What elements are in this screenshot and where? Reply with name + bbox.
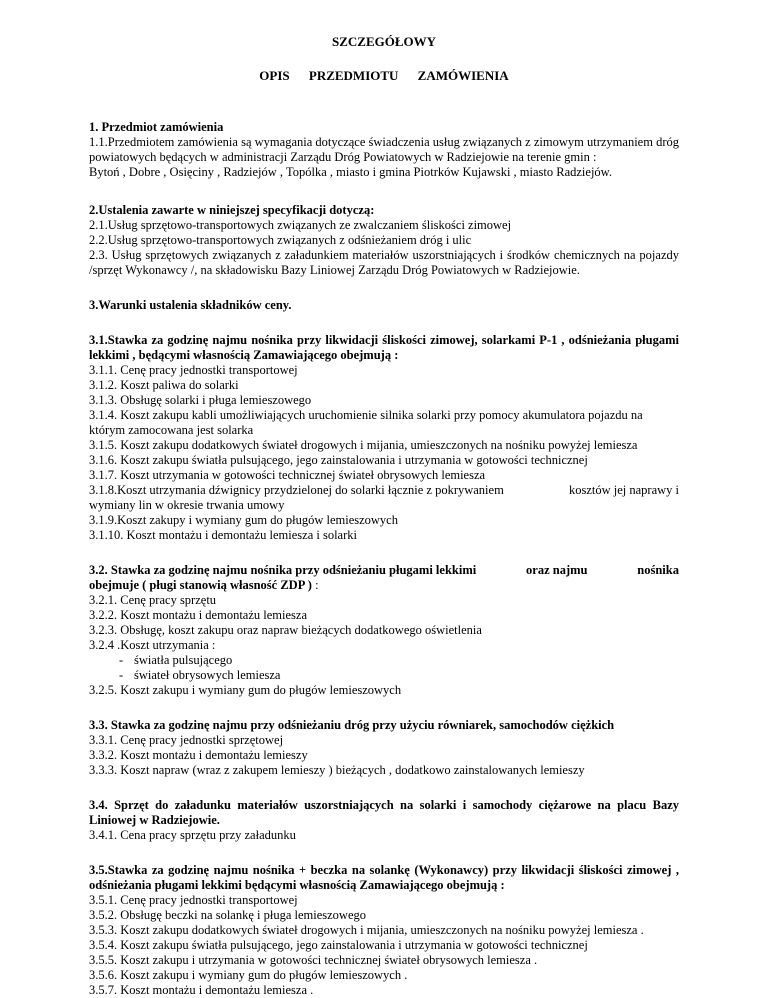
- section-2-item: 2.3. Usług sprzętowych związanych z załadunkiem materiałów uszorstniających i środków chemicznych na pojazdy /sprzęt Wykonawcy /, na składowisku Bazy Liniowej Zarządu Dróg Powiatowych w Radziejowie.: [89, 248, 679, 277]
- section-3-4-heading: 3.4. Sprzęt do załadunku materiałów uszorstniających na solarki i samochody ciężarowe na placu Bazy Liniowej w Radziejowie.: [89, 798, 679, 827]
- section-3-2-heading-mid: oraz najmu: [526, 563, 588, 577]
- section-3-5-heading: 3.5.Stawka za godzinę najmu nośnika + beczka na solankę (Wykonawcy) przy likwidacji śliskości zimowej , odśnieżania pługami lekkimi będącymi własnością Zamawiającego obejmują :: [89, 863, 679, 892]
- section-3-3-item: 3.3.3. Koszt napraw (wraz z zakupem lemieszy ) bieżących , dodatkowo zainstalowanych lemieszy: [89, 763, 585, 777]
- subitem-text: świateł obrysowych lemiesza: [134, 668, 281, 682]
- section-3-1-item-8-left: 3.1.8.Koszt utrzymania dźwignicy przydzielonej do solarki łącznie z pokrywaniem: [89, 483, 504, 497]
- section-2-item: 2.2.Usług sprzętowo-transportowych związanych z odśnieżaniem dróg i ulic: [89, 233, 472, 247]
- section-3-4-item: 3.4.1. Cena pracy sprzętu przy załadunku: [89, 828, 296, 842]
- document-body: [89, 120, 679, 998]
- section-3-3-heading: 3.3. Stawka za godzinę najmu przy odśnieżaniu dróg przy użyciu równiarek, samochodów ciężkich: [89, 718, 615, 732]
- section-3-heading: 3.Warunki ustalenia składników ceny.: [89, 298, 292, 312]
- section-3-2-item: 3.2.3. Obsługę, koszt zakupu oraz napraw bieżących dodatkowego oświetlenia: [89, 623, 482, 637]
- section-3-5-item: 3.5.7. Koszt montażu i demontażu lemiesza .: [89, 983, 314, 997]
- section-3-5-item: 3.5.1. Cenę pracy jednostki transportowej: [89, 893, 298, 907]
- section-3-5-item: 3.5.5. Koszt zakupu i utrzymania w gotowości technicznej świateł obrysowych lemiesza .: [89, 953, 538, 967]
- section-1-paragraph: 1.1.Przedmiotem zamówienia są wymagania dotyczące świadczenia usług związanych z zimowym utrzymaniem dróg powiatowych będących w administracji Zarządu Dróg Powiatowych w Radziejowie na terenie gmin :: [89, 135, 679, 164]
- section-3-2-subitem: [89, 653, 679, 668]
- section-3-2-heading-cont-colon: :: [311, 578, 319, 592]
- section-3-1-item: 3.1.6. Koszt zakupu światła pulsującego, jego zainstalowania i utrzymania w gotowości technicznej: [89, 453, 588, 467]
- section-3-2-heading: [89, 563, 679, 578]
- section-3-1-item: 3.1.7. Koszt utrzymania w gotowości technicznej świateł obrysowych lemiesza: [89, 468, 486, 482]
- section-3-5-item: 3.5.2. Obsługę beczki na solankę i pługa lemieszowego: [89, 908, 367, 922]
- section-3-1-item-8-right: kosztów jej naprawy i: [568, 483, 679, 497]
- section-3-5-item: 3.5.3. Koszt zakupu dodatkowych świateł drogowych i mijania, umieszczonych na nośniku powyżej lemiesza .: [89, 923, 644, 937]
- section-3-2-item: 3.2.2. Koszt montażu i demontażu lemiesza: [89, 608, 307, 622]
- section-2-item: 2.1.Usług sprzętowo-transportowych związanych ze zwalczaniem śliskości zimowej: [89, 218, 512, 232]
- section-1-gminy: Bytoń , Dobre , Osięciny , Radziejów , Topólka , miasto i gmina Piotrków Kujawski , miasto Radziejów.: [89, 165, 613, 179]
- section-3-1-item: 3.1.5. Koszt zakupu dodatkowych świateł drogowych i mijania, umieszczonych na nośniku powyżej lemiesza: [89, 438, 638, 452]
- section-3-1-heading: 3.1.Stawka za godzinę najmu nośnika przy likwidacji śliskości zimowej, solarkami P-1 , odśnieżania pługami lekkimi , będącymi własnością Zamawiającego obejmują :: [89, 333, 679, 362]
- section-3-3-item: 3.3.1. Cenę pracy jednostki sprzętowej: [89, 733, 284, 747]
- section-3-5-item: 3.5.4. Koszt zakupu światła pulsującego, jego zainstalowania i utrzymania w gotowości technicznej: [89, 938, 588, 952]
- section-3-1-item: 3.1.3. Obsługę solarki i pługa lemieszowego: [89, 393, 312, 407]
- section-3-2-item: 3.2.4 .Koszt utrzymania :: [89, 638, 216, 652]
- section-3-2-subitem: [89, 668, 679, 683]
- section-3-1-item: 3.1.2. Koszt paliwa do solarki: [89, 378, 239, 392]
- section-3-2-item: 3.2.5. Koszt zakupu i wymiany gum do pługów lemieszowych: [89, 683, 402, 697]
- section-3-1-item: 3.1.1. Cenę pracy jednostki transportowej: [89, 363, 298, 377]
- section-2-heading: 2.Ustalenia zawarte w niniejszej specyfikacji dotyczą:: [89, 203, 375, 217]
- section-3-1-item: 3.1.9.Koszt zakupy i wymiany gum do pługów lemieszowych: [89, 513, 398, 527]
- section-3-5-item: 3.5.6. Koszt zakupu i wymiany gum do pługów lemieszowych .: [89, 968, 408, 982]
- section-3-2-item: 3.2.1. Cenę pracy sprzętu: [89, 593, 217, 607]
- subitem-text: światła pulsującego: [134, 653, 233, 667]
- section-3-1-item: 3.1.4. Koszt zakupu kabli umożliwiających uruchomienie silnika solarki przy pomocy akumulatora pojazdu na którym zamocowana jest solarka: [89, 408, 643, 437]
- section-3-2-heading-right: nośnika: [637, 563, 679, 577]
- section-3-2-heading-left: 3.2. Stawka za godzinę najmu nośnika przy odśnieżaniu pługami lekkimi: [89, 563, 477, 577]
- section-1-heading: 1. Przedmiot zamówienia: [89, 120, 224, 134]
- document-title: SZCZEGÓŁOWY: [331, 34, 437, 49]
- section-3-3-item: 3.3.2. Koszt montażu i demontażu lemieszy: [89, 748, 308, 762]
- document-subtitle: OPIS PRZEDMIOTU ZAMÓWIENIA: [259, 68, 509, 83]
- dash-bullet: -: [119, 653, 124, 667]
- dash-bullet: -: [119, 668, 124, 682]
- section-3-1-item-8: [89, 483, 679, 498]
- section-3-2-heading-cont-bold: obejmuje ( pługi stanowią własność ZDP ): [89, 578, 312, 592]
- section-3-1-item-8-cont: wymiany lin w okresie trwania umowy: [89, 498, 285, 512]
- section-3-2-heading-cont: [89, 578, 679, 593]
- section-3-1-item: 3.1.10. Koszt montażu i demontażu lemiesza i solarki: [89, 528, 357, 542]
